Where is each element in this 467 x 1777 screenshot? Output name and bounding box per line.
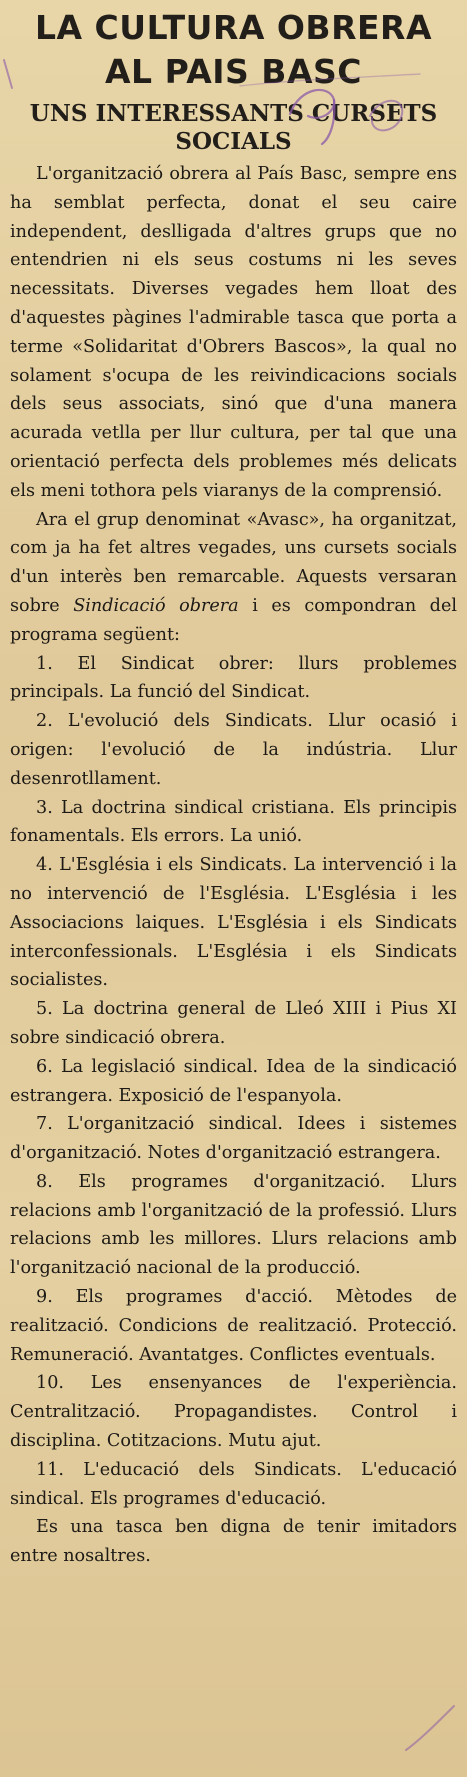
headline-line-1: LA CULTURA OBRERA — [35, 8, 432, 47]
program-item-text: L'Església i els Sindicats. La intervenció i la no intervenció de l'Església. L'Església i les Associacions laiques. L'Església i els Sindicats interconfessionals. L'Església i els Sindicats socialistes. — [10, 855, 457, 991]
program-item-text: La legislació sindical. Idea de la sindicació estrangera. Exposició de l'espanyola. — [10, 1056, 458, 1106]
subheadline-line-1: UNS INTERESSANTS CURSETS — [29, 100, 438, 127]
program-item-number: 7. — [36, 1114, 53, 1135]
article-body — [10, 160, 457, 1571]
program-item-text: La doctrina sindical cristiana. Els principis fonamentals. Els errors. La unió. — [10, 797, 457, 847]
program-item-number: 10. — [36, 1373, 64, 1394]
program-item-number: 6. — [36, 1056, 53, 1077]
second-paragraph-start: Ara el grup denominat «Avasc», ha organitzat, com ja ha fet altres vegades, uns cursets socials d'un interès ben remarcable. Aquests versaran sobre — [10, 509, 457, 616]
program-item-number: 9. — [36, 1287, 53, 1308]
program-item-text: Els programes d'organització. Llurs relacions amb l'organització de la professió. Llurs relacions amb les millores. Llurs relacions amb l'organització nacional de la producció. — [10, 1171, 458, 1279]
subheadline-line-2: SOCIALS — [175, 128, 292, 155]
program-item — [10, 794, 457, 852]
program-item-number: 11. — [36, 1459, 64, 1480]
program-item — [10, 1053, 457, 1111]
program-item — [10, 1456, 457, 1514]
program-item — [10, 1283, 457, 1369]
program-item-number: 1. — [36, 653, 53, 674]
second-paragraph-emphasis: Sindicació obrera — [73, 595, 239, 616]
program-item — [10, 1369, 457, 1455]
program-item — [10, 1168, 457, 1283]
program-item-text: Els programes d'acció. Mètodes de realització. Condicions de realització. Protecció. Remuneració. Avantatges. Conflictes eventuals. — [10, 1287, 457, 1365]
program-item-text: La doctrina general de Lleó XIII i Pius XI sobre sindicació obrera. — [10, 999, 457, 1048]
pencil-stroke-mark — [400, 1700, 460, 1760]
program-item-number: 5. — [36, 999, 53, 1020]
program-item — [10, 707, 457, 793]
second-paragraph — [10, 506, 457, 650]
subheadline — [10, 100, 457, 156]
program-item-text: L'evolució dels Sindicats. Llur ocasió i origen: l'evolució de la indústria. Llur desenrotllament. — [10, 711, 458, 789]
program-item — [10, 650, 457, 708]
headline-line-2: AL PAIS BASC — [105, 52, 362, 91]
program-item-number: 2. — [36, 711, 53, 732]
program-item-number: 3. — [36, 797, 53, 818]
program-item-number: 4. — [36, 855, 53, 876]
program-list — [10, 650, 457, 1514]
program-item-number: 8. — [36, 1171, 53, 1192]
program-item-text: El Sindicat obrer: llurs problemes principals. La funció del Sindicat. — [10, 653, 458, 703]
headline — [10, 6, 457, 94]
program-item-text: Les ensenyances de l'experiència. Centralització. Propagandistes. Control i disciplina. Cotitzacions. Mutu ajut. — [10, 1373, 458, 1452]
program-item-text: L'organització sindical. Idees i sistemes d'organització. Notes d'organització estrangera. — [10, 1114, 457, 1164]
intro-paragraph: L'organització obrera al País Basc, sempre ens ha semblat perfecta, donat el seu caire independent, deslligada d'altres grups que no entendrien ni els seus costums ni les seves necessitats. Diverses vegades hem lloat des d'aquestes pàgines l'admirable tasca que porta a terme «Solidaritat d'Obrers Bascos», la qual no solament s'ocupa de les reivindicacions socials dels seus associats, sinó que d'una manera acurada vetlla per llur cultura, per tal que una orientació perfecta dels problemes més delicats els meni tothora pels viaranys de la comprensió. — [10, 164, 457, 501]
program-item — [10, 1110, 457, 1168]
second-paragraph-end: i es compondran del programa següent: — [10, 595, 457, 645]
closing-paragraph: Es una tasca ben digna de tenir imitadors entre nosaltres. — [10, 1517, 457, 1567]
program-item — [10, 851, 457, 995]
program-item-text: L'educació dels Sindicats. L'educació sindical. Els programes d'educació. — [10, 1459, 457, 1509]
program-item — [10, 995, 457, 1053]
